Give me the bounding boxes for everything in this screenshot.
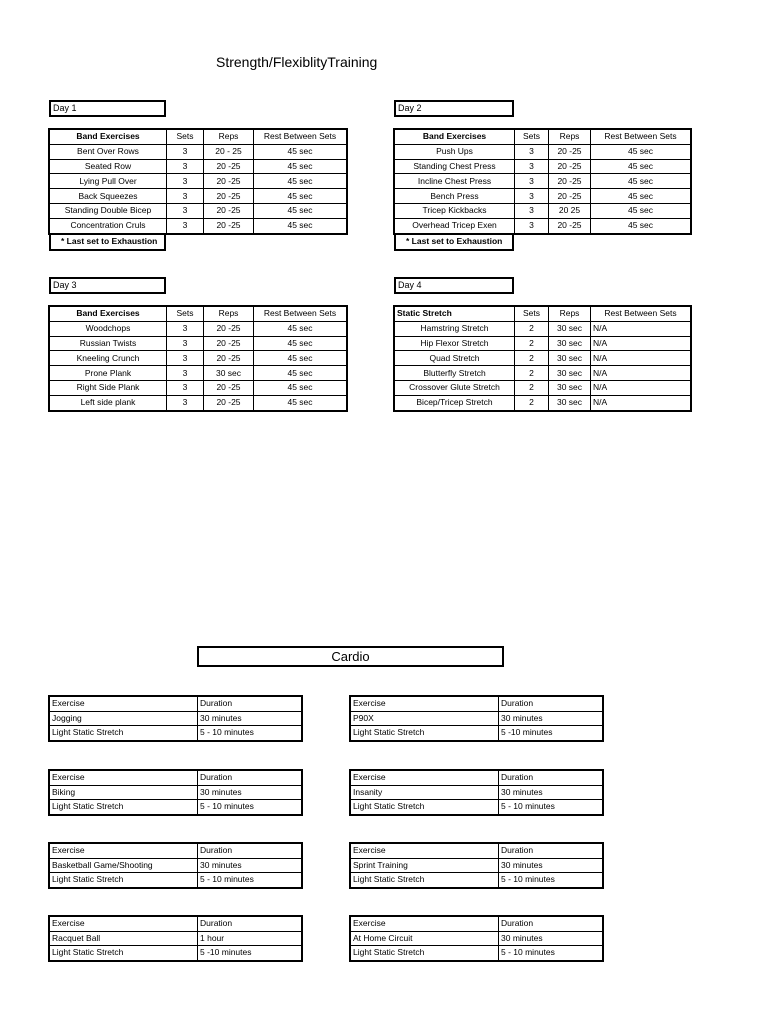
exercise-cell: Russian Twists — [50, 336, 167, 351]
table-header-row — [395, 130, 691, 145]
header-duration: Duration — [499, 844, 603, 859]
exercise-cell: Light Static Stretch — [50, 873, 198, 888]
header-sets: Sets — [167, 130, 204, 145]
exercise-cell: Bent Over Rows — [50, 144, 167, 159]
table-header-row — [351, 771, 603, 786]
exhaustion-note: * Last set to Exhaustion — [61, 236, 158, 246]
rest-cell: 45 sec — [254, 321, 347, 336]
reps-cell: 30 sec — [549, 321, 591, 336]
header-duration: Duration — [499, 917, 603, 932]
duration-cell: 5 - 10 minutes — [198, 873, 302, 888]
table-row — [50, 159, 347, 174]
header-exercise: Exercise — [351, 697, 499, 712]
header-exercise: Exercise — [50, 697, 198, 712]
rest-cell: 45 sec — [591, 218, 691, 233]
sets-cell: 3 — [167, 144, 204, 159]
table-row — [395, 203, 691, 218]
exercise-cell: Blutterfly Stretch — [395, 366, 515, 381]
duration-cell: 5 - 10 minutes — [499, 873, 603, 888]
exercise-cell: Tricep Kickbacks — [395, 203, 515, 218]
table-row — [50, 380, 347, 395]
sets-cell: 3 — [167, 159, 204, 174]
rest-cell: 45 sec — [254, 144, 347, 159]
header-exercise: Band Exercises — [50, 307, 167, 322]
table-row — [395, 144, 691, 159]
exercise-cell: Light Static Stretch — [351, 946, 499, 961]
table-header-row — [50, 917, 302, 932]
header-duration: Duration — [499, 697, 603, 712]
table-row — [50, 800, 302, 815]
rest-cell: 45 sec — [254, 174, 347, 189]
table-row — [351, 785, 603, 800]
reps-cell: 30 sec — [204, 366, 254, 381]
header-exercise: Exercise — [351, 844, 499, 859]
reps-cell: 20 25 — [549, 203, 591, 218]
table-row — [50, 218, 347, 233]
cardio-table — [350, 843, 603, 888]
reps-cell: 20 -25 — [549, 144, 591, 159]
day-2-table — [394, 129, 691, 234]
duration-cell: 30 minutes — [499, 931, 603, 946]
rest-cell: 45 sec — [591, 189, 691, 204]
table-row — [50, 203, 347, 218]
header-reps: Reps — [204, 130, 254, 145]
page-title: Strength/FlexiblityTraining — [216, 54, 378, 70]
reps-cell: 20 -25 — [204, 395, 254, 410]
table-row — [50, 711, 302, 726]
header-rest: Rest Between Sets — [591, 130, 691, 145]
header-exercise: Band Exercises — [50, 130, 167, 145]
exercise-cell: Kneeling Crunch — [50, 351, 167, 366]
reps-cell: 20 -25 — [204, 189, 254, 204]
table-row — [395, 218, 691, 233]
table-header-row — [50, 771, 302, 786]
reps-cell: 30 sec — [549, 336, 591, 351]
reps-cell: 30 sec — [549, 395, 591, 410]
header-exercise: Exercise — [50, 771, 198, 786]
day-2-note — [394, 234, 514, 251]
rest-cell: 45 sec — [254, 189, 347, 204]
exercise-cell: Crossover Glute Stretch — [395, 380, 515, 395]
exhaustion-note: * Last set to Exhaustion — [406, 236, 503, 246]
reps-cell: 20 -25 — [549, 189, 591, 204]
exercise-cell: Basketball Game/Shooting — [50, 858, 198, 873]
reps-cell: 20 -25 — [204, 218, 254, 233]
sets-cell: 3 — [515, 218, 549, 233]
sets-cell: 3 — [515, 159, 549, 174]
table-header-row — [50, 307, 347, 322]
sets-cell: 3 — [167, 395, 204, 410]
table-row — [50, 931, 302, 946]
duration-cell: 5 - 10 minutes — [499, 800, 603, 815]
sets-cell: 2 — [515, 321, 549, 336]
sets-cell: 3 — [167, 321, 204, 336]
duration-cell: 30 minutes — [499, 785, 603, 800]
exercise-cell: Overhead Tricep Exen — [395, 218, 515, 233]
exercise-cell: Incline Chest Press — [395, 174, 515, 189]
rest-cell: 45 sec — [254, 159, 347, 174]
table-row — [50, 366, 347, 381]
table-row — [395, 159, 691, 174]
sets-cell: 3 — [515, 144, 549, 159]
table-header-row — [395, 307, 691, 322]
table-header-row — [351, 917, 603, 932]
table-row — [351, 800, 603, 815]
rest-cell: 45 sec — [254, 395, 347, 410]
cardio-table — [49, 696, 302, 741]
duration-cell: 5 -10 minutes — [499, 726, 603, 741]
rest-cell: 45 sec — [254, 336, 347, 351]
table-header-row — [351, 844, 603, 859]
rest-cell: N/A — [591, 336, 691, 351]
header-duration: Duration — [198, 697, 302, 712]
reps-cell: 20 -25 — [204, 174, 254, 189]
day-4-table — [394, 306, 691, 411]
table-row — [395, 366, 691, 381]
sets-cell: 3 — [167, 203, 204, 218]
rest-cell: N/A — [591, 395, 691, 410]
rest-cell: N/A — [591, 351, 691, 366]
sets-cell: 2 — [515, 366, 549, 381]
duration-cell: 30 minutes — [198, 858, 302, 873]
exercise-cell: Insanity — [351, 785, 499, 800]
header-reps: Reps — [549, 130, 591, 145]
table-row — [50, 189, 347, 204]
header-exercise: Exercise — [351, 771, 499, 786]
rest-cell: N/A — [591, 321, 691, 336]
exercise-cell: P90X — [351, 711, 499, 726]
table-row — [395, 380, 691, 395]
cardio-table — [350, 696, 603, 741]
day-3-table — [49, 306, 347, 411]
table-row — [50, 174, 347, 189]
table-row — [395, 321, 691, 336]
sets-cell: 3 — [167, 380, 204, 395]
rest-cell: 45 sec — [591, 144, 691, 159]
header-rest: Rest Between Sets — [254, 307, 347, 322]
exercise-cell: Hamstring Stretch — [395, 321, 515, 336]
exercise-cell: Lying Pull Over — [50, 174, 167, 189]
rest-cell: 45 sec — [254, 366, 347, 381]
table-row — [50, 351, 347, 366]
exercise-cell: Right Side Plank — [50, 380, 167, 395]
header-rest: Rest Between Sets — [254, 130, 347, 145]
cardio-title: Cardio — [197, 646, 504, 667]
cardio-table — [350, 770, 603, 815]
header-exercise: Exercise — [50, 917, 198, 932]
rest-cell: 45 sec — [254, 380, 347, 395]
header-exercise: Exercise — [351, 917, 499, 932]
cardio-table — [350, 916, 603, 961]
header-reps: Reps — [549, 307, 591, 322]
rest-cell: 45 sec — [591, 174, 691, 189]
exercise-cell: Jogging — [50, 711, 198, 726]
duration-cell: 30 minutes — [499, 711, 603, 726]
duration-cell: 5 - 10 minutes — [198, 800, 302, 815]
sets-cell: 2 — [515, 395, 549, 410]
sets-cell: 3 — [167, 218, 204, 233]
table-row — [395, 395, 691, 410]
exercise-cell: Hip Flexor Stretch — [395, 336, 515, 351]
sets-cell: 3 — [167, 366, 204, 381]
table-row — [50, 873, 302, 888]
exercise-cell: Back Squeezes — [50, 189, 167, 204]
reps-cell: 30 sec — [549, 366, 591, 381]
duration-cell: 30 minutes — [198, 711, 302, 726]
sets-cell: 3 — [167, 351, 204, 366]
table-row — [351, 946, 603, 961]
rest-cell: 45 sec — [254, 203, 347, 218]
header-sets: Sets — [515, 130, 549, 145]
duration-cell: 5 -10 minutes — [198, 946, 302, 961]
table-row — [50, 144, 347, 159]
header-duration: Duration — [198, 844, 302, 859]
sets-cell: 3 — [167, 174, 204, 189]
exercise-cell: Light Static Stretch — [50, 800, 198, 815]
day-1-table — [49, 129, 347, 234]
cardio-table — [49, 770, 302, 815]
table-header-row — [351, 697, 603, 712]
table-row — [351, 858, 603, 873]
table-row — [50, 395, 347, 410]
exercise-cell: Racquet Ball — [50, 931, 198, 946]
table-row — [351, 726, 603, 741]
day-1-label: Day 1 — [49, 100, 166, 117]
reps-cell: 30 sec — [549, 351, 591, 366]
sets-cell: 3 — [515, 174, 549, 189]
exercise-cell: Quad Stretch — [395, 351, 515, 366]
duration-cell: 30 minutes — [198, 785, 302, 800]
rest-cell: 45 sec — [591, 159, 691, 174]
header-exercise: Static Stretch — [395, 307, 515, 322]
sets-cell: 3 — [515, 203, 549, 218]
table-row — [50, 785, 302, 800]
reps-cell: 20 -25 — [204, 321, 254, 336]
exercise-cell: Prone Plank — [50, 366, 167, 381]
rest-cell: 45 sec — [254, 218, 347, 233]
exercise-cell: At Home Circuit — [351, 931, 499, 946]
sets-cell: 2 — [515, 351, 549, 366]
sets-cell: 3 — [167, 189, 204, 204]
exercise-cell: Bicep/Tricep Stretch — [395, 395, 515, 410]
header-sets: Sets — [167, 307, 204, 322]
sets-cell: 2 — [515, 380, 549, 395]
reps-cell: 20 -25 — [204, 380, 254, 395]
table-row — [50, 321, 347, 336]
duration-cell: 5 - 10 minutes — [198, 726, 302, 741]
exercise-cell: Standing Chest Press — [395, 159, 515, 174]
table-header-row — [50, 697, 302, 712]
table-row — [351, 711, 603, 726]
table-row — [395, 351, 691, 366]
exercise-cell: Light Static Stretch — [351, 800, 499, 815]
header-exercise: Band Exercises — [395, 130, 515, 145]
cardio-table — [49, 916, 302, 961]
reps-cell: 30 sec — [549, 380, 591, 395]
reps-cell: 20 -25 — [549, 159, 591, 174]
table-row — [395, 174, 691, 189]
table-row — [395, 336, 691, 351]
header-duration: Duration — [198, 771, 302, 786]
exercise-cell: Bench Press — [395, 189, 515, 204]
exercise-cell: Woodchops — [50, 321, 167, 336]
table-row — [50, 336, 347, 351]
day-4-label: Day 4 — [394, 277, 514, 294]
rest-cell: N/A — [591, 380, 691, 395]
reps-cell: 20 -25 — [204, 351, 254, 366]
reps-cell: 20 -25 — [549, 218, 591, 233]
header-rest: Rest Between Sets — [591, 307, 691, 322]
reps-cell: 20 -25 — [204, 203, 254, 218]
reps-cell: 20 -25 — [204, 336, 254, 351]
sets-cell: 3 — [167, 336, 204, 351]
exercise-cell: Sprint Training — [351, 858, 499, 873]
table-row — [50, 946, 302, 961]
reps-cell: 20 -25 — [204, 159, 254, 174]
table-header-row — [50, 130, 347, 145]
exercise-cell: Light Static Stretch — [351, 726, 499, 741]
table-row — [351, 873, 603, 888]
table-header-row — [50, 844, 302, 859]
exercise-cell: Light Static Stretch — [50, 726, 198, 741]
header-reps: Reps — [204, 307, 254, 322]
exercise-cell: Push Ups — [395, 144, 515, 159]
table-row — [50, 726, 302, 741]
table-row — [50, 858, 302, 873]
duration-cell: 30 minutes — [499, 858, 603, 873]
reps-cell: 20 -25 — [549, 174, 591, 189]
header-duration: Duration — [499, 771, 603, 786]
reps-cell: 20 - 25 — [204, 144, 254, 159]
cardio-table — [49, 843, 302, 888]
exercise-cell: Biking — [50, 785, 198, 800]
day-2-label: Day 2 — [394, 100, 514, 117]
header-exercise: Exercise — [50, 844, 198, 859]
sets-cell: 3 — [515, 189, 549, 204]
day-3-label: Day 3 — [49, 277, 166, 294]
rest-cell: 45 sec — [254, 351, 347, 366]
duration-cell: 5 - 10 minutes — [499, 946, 603, 961]
exercise-cell: Concentration Cruls — [50, 218, 167, 233]
day-1-note — [49, 234, 166, 251]
exercise-cell: Standing Double Bicep — [50, 203, 167, 218]
sets-cell: 2 — [515, 336, 549, 351]
header-duration: Duration — [198, 917, 302, 932]
exercise-cell: Light Static Stretch — [351, 873, 499, 888]
exercise-cell: Seated Row — [50, 159, 167, 174]
rest-cell: 45 sec — [591, 203, 691, 218]
exercise-cell: Left side plank — [50, 395, 167, 410]
duration-cell: 1 hour — [198, 931, 302, 946]
rest-cell: N/A — [591, 366, 691, 381]
table-row — [351, 931, 603, 946]
header-sets: Sets — [515, 307, 549, 322]
exercise-cell: Light Static Stretch — [50, 946, 198, 961]
table-row — [395, 189, 691, 204]
